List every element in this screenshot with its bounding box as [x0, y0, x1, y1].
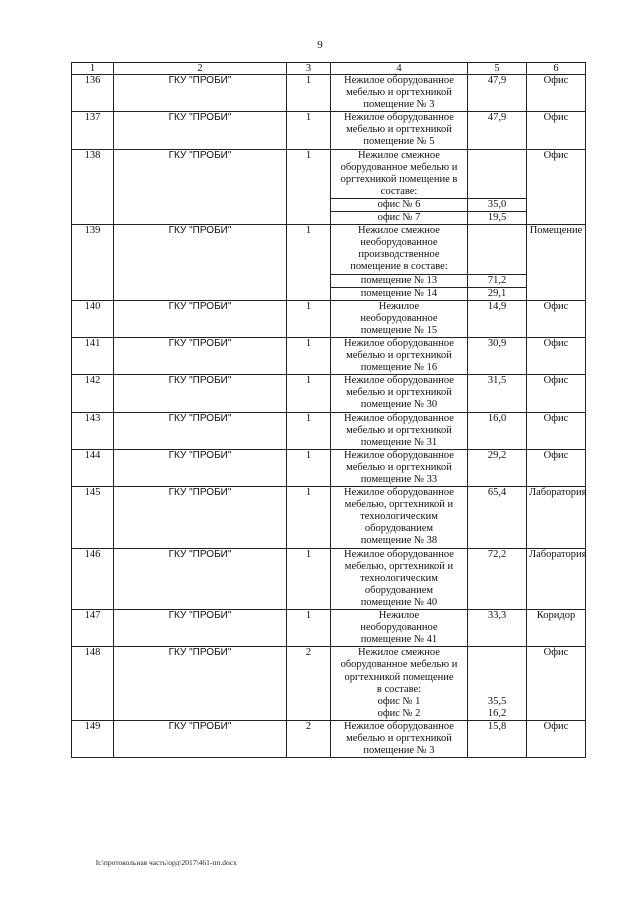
area-cell	[468, 149, 527, 198]
column-header-4: 4	[331, 63, 468, 75]
usage-cell: Офис	[527, 337, 586, 374]
area-cell: 47,9	[468, 112, 527, 149]
area-cell: 65,4	[468, 487, 527, 548]
sub-description-cell: офис № 7	[331, 212, 468, 225]
usage-cell: Коридор	[527, 610, 586, 647]
quantity-cell: 1	[287, 449, 331, 486]
usage-cell: Офис	[527, 720, 586, 757]
description-cell-line: Нежилое	[378, 610, 420, 622]
description-cell-line: Нежилое смежное	[358, 149, 440, 161]
quantity-cell: 2	[287, 647, 331, 721]
area-cell: 29,2	[468, 449, 527, 486]
description-cell-line: Нежилое оборудованное	[344, 720, 454, 732]
table-row	[72, 337, 586, 374]
description-cell-line: оборудованное мебелью и	[340, 161, 458, 173]
organization-cell: ГКУ "ПРОБИ"	[114, 548, 287, 609]
table-row	[72, 412, 586, 449]
column-header-6: 6	[527, 63, 586, 75]
description-cell-line: в составе:	[376, 683, 422, 695]
area-cell-line	[470, 684, 524, 696]
area-cell-line	[470, 647, 524, 659]
row-number: 140	[72, 300, 114, 337]
area-cell-line: 35,5	[487, 695, 507, 707]
description-cell-line: помещение № 5	[363, 136, 435, 148]
area-cell: 31,5	[468, 375, 527, 412]
sub-description-cell: офис № 6	[331, 198, 468, 211]
row-number: 142	[72, 375, 114, 412]
area-cell-line	[470, 659, 524, 671]
description-cell-line: мебелью и оргтехникой	[346, 424, 452, 436]
description-cell	[331, 300, 468, 337]
row-number: 149	[72, 720, 114, 757]
description-cell-line: мебелью и оргтехникой	[346, 350, 452, 362]
description-cell-line: Нежилое оборудованное	[344, 412, 454, 424]
description-cell-line: помещение в составе:	[350, 261, 448, 273]
usage-cell: Офис	[527, 75, 586, 112]
quantity-cell: 1	[287, 112, 331, 149]
table-row	[72, 720, 586, 757]
organization-cell: ГКУ "ПРОБИ"	[114, 647, 287, 721]
table-row	[72, 375, 586, 412]
description-cell-line: Нежилое оборудованное	[344, 487, 454, 499]
organization-cell: ГКУ "ПРОБИ"	[114, 487, 287, 548]
row-number: 139	[72, 225, 114, 301]
description-cell-line: оборудованное мебелью и	[340, 659, 458, 671]
description-cell-line: помещение № 15	[360, 324, 438, 336]
description-cell	[331, 548, 468, 609]
column-header-5: 5	[468, 63, 527, 75]
description-cell-line: помещение № 30	[360, 399, 438, 411]
area-cell: 15,8	[468, 720, 527, 757]
quantity-cell: 1	[287, 149, 331, 225]
description-cell-line: мебелью, оргтехникой и	[344, 499, 454, 511]
row-number: 145	[72, 487, 114, 548]
row-number: 141	[72, 337, 114, 374]
description-cell-line: производственное	[358, 249, 440, 261]
row-number: 147	[72, 610, 114, 647]
table-row	[72, 647, 586, 721]
area-cell: 72,2	[468, 548, 527, 609]
description-cell-line: мебелью и оргтехникой	[346, 732, 452, 744]
organization-cell: ГКУ "ПРОБИ"	[114, 375, 287, 412]
description-cell-line: оборудованием	[364, 584, 434, 596]
table-body	[72, 75, 586, 758]
description-cell-line: мебелью и оргтехникой	[346, 124, 452, 136]
row-number: 143	[72, 412, 114, 449]
description-cell	[331, 225, 468, 274]
table-row	[72, 548, 586, 609]
table-header	[72, 63, 586, 75]
row-number: 148	[72, 647, 114, 721]
description-cell-line: Нежилое оборудованное	[344, 112, 454, 124]
description-cell-line: Нежилое оборудованное	[344, 337, 454, 349]
area-cell	[468, 647, 527, 721]
quantity-cell: 1	[287, 225, 331, 301]
description-cell-line: офис № 1	[377, 695, 421, 707]
organization-cell: ГКУ "ПРОБИ"	[114, 720, 287, 757]
usage-cell: Лаборатория	[527, 487, 586, 548]
row-number: 144	[72, 449, 114, 486]
row-number: 138	[72, 149, 114, 225]
description-cell	[331, 720, 468, 757]
description-cell-line: помещение № 3	[363, 745, 435, 757]
description-cell-line: Нежилое	[378, 300, 420, 312]
row-number: 136	[72, 75, 114, 112]
area-cell	[468, 225, 527, 274]
file-path-footer: h:\протокольная часть\орд\2017\461-пп.docx	[96, 858, 237, 867]
description-cell-line: Нежилое оборудованное	[344, 548, 454, 560]
usage-cell: Офис	[527, 149, 586, 225]
organization-cell: ГКУ "ПРОБИ"	[114, 75, 287, 112]
header-row	[72, 63, 586, 75]
usage-cell: Офис	[527, 112, 586, 149]
area-cell: 14,9	[468, 300, 527, 337]
description-cell-line: Нежилое оборудованное	[344, 449, 454, 461]
description-cell-line: мебелью и оргтехникой	[346, 387, 452, 399]
area-cell-line	[470, 672, 524, 684]
table-row	[72, 449, 586, 486]
usage-cell: Лаборатория	[527, 548, 586, 609]
description-cell	[331, 449, 468, 486]
description-cell-line: мебелью и оргтехникой	[346, 461, 452, 473]
usage-cell: Офис	[527, 375, 586, 412]
organization-cell: ГКУ "ПРОБИ"	[114, 449, 287, 486]
property-table	[71, 62, 586, 758]
description-cell	[331, 412, 468, 449]
description-cell	[331, 487, 468, 548]
organization-cell: ГКУ "ПРОБИ"	[114, 337, 287, 374]
description-cell-line: Нежилое смежное	[358, 225, 440, 237]
organization-cell: ГКУ "ПРОБИ"	[114, 225, 287, 301]
description-cell-line: помещение № 38	[360, 535, 438, 547]
description-cell-line: помещение № 3	[363, 99, 435, 111]
area-cell-line: 16,2	[487, 707, 507, 719]
quantity-cell: 2	[287, 720, 331, 757]
column-header-3: 3	[287, 63, 331, 75]
sub-description-cell: помещение № 13	[331, 274, 468, 287]
quantity-cell: 1	[287, 548, 331, 609]
quantity-cell: 1	[287, 375, 331, 412]
description-cell-line: мебелью и оргтехникой	[346, 87, 452, 99]
organization-cell: ГКУ "ПРОБИ"	[114, 300, 287, 337]
description-cell-line: технологическим	[360, 511, 438, 523]
sub-area-cell: 35,0	[468, 198, 527, 211]
description-cell-line: оргтехникой помещение	[344, 671, 454, 683]
table-row	[72, 225, 586, 274]
description-cell-line: помещение № 33	[360, 474, 438, 485]
description-cell-line: оборудованием	[364, 523, 434, 535]
description-cell-line: офис № 2	[377, 707, 421, 719]
organization-cell: ГКУ "ПРОБИ"	[114, 112, 287, 149]
description-cell-line: необорудованное	[360, 312, 438, 324]
area-cell: 16,0	[468, 412, 527, 449]
description-cell	[331, 375, 468, 412]
description-cell	[331, 149, 468, 198]
sub-area-cell: 29,1	[468, 287, 527, 300]
quantity-cell: 1	[287, 75, 331, 112]
description-cell-line: помещение № 16	[360, 362, 438, 374]
sub-description-cell: помещение № 14	[331, 287, 468, 300]
column-header-2: 2	[114, 63, 287, 75]
description-cell-line: мебелью, оргтехникой и	[344, 560, 454, 572]
quantity-cell: 1	[287, 487, 331, 548]
description-cell-line: оргтехникой помещение в	[340, 173, 458, 185]
description-cell	[331, 610, 468, 647]
table-row	[72, 149, 586, 198]
description-cell-line: Нежилое оборудованное	[344, 375, 454, 387]
description-cell	[331, 75, 468, 112]
table-row	[72, 75, 586, 112]
usage-cell: Офис	[527, 449, 586, 486]
description-cell	[331, 647, 468, 721]
area-cell: 33,3	[468, 610, 527, 647]
sub-area-cell: 19,5	[468, 212, 527, 225]
sub-area-cell: 71,2	[468, 274, 527, 287]
row-number: 137	[72, 112, 114, 149]
area-cell: 30,9	[468, 337, 527, 374]
usage-cell: Офис	[527, 412, 586, 449]
organization-cell: ГКУ "ПРОБИ"	[114, 610, 287, 647]
table-row	[72, 610, 586, 647]
description-cell-line: технологическим	[360, 572, 438, 584]
usage-cell: Офис	[527, 647, 586, 721]
quantity-cell: 1	[287, 337, 331, 374]
column-header-1: 1	[72, 63, 114, 75]
description-cell	[331, 112, 468, 149]
usage-cell: Офис	[527, 300, 586, 337]
usage-cell: Помещение	[527, 225, 586, 301]
description-cell	[331, 337, 468, 374]
quantity-cell: 1	[287, 412, 331, 449]
quantity-cell: 1	[287, 610, 331, 647]
description-cell-line: помещение № 40	[360, 596, 438, 608]
area-cell: 47,9	[468, 75, 527, 112]
description-cell-line: составе:	[380, 185, 418, 197]
page-number: 9	[317, 39, 323, 51]
row-number: 146	[72, 548, 114, 609]
organization-cell: ГКУ "ПРОБИ"	[114, 412, 287, 449]
table-row	[72, 300, 586, 337]
organization-cell: ГКУ "ПРОБИ"	[114, 149, 287, 225]
description-cell-line: необорудованное	[360, 622, 438, 634]
table-row	[72, 487, 586, 548]
description-cell-line: Нежилое смежное	[358, 647, 440, 659]
description-cell-line: Нежилое оборудованное	[344, 75, 454, 86]
description-cell-line: помещение № 31	[360, 436, 438, 448]
table-row	[72, 112, 586, 149]
description-cell-line: помещение № 41	[360, 634, 438, 646]
description-cell-line: необорудованное	[360, 237, 438, 249]
quantity-cell: 1	[287, 300, 331, 337]
